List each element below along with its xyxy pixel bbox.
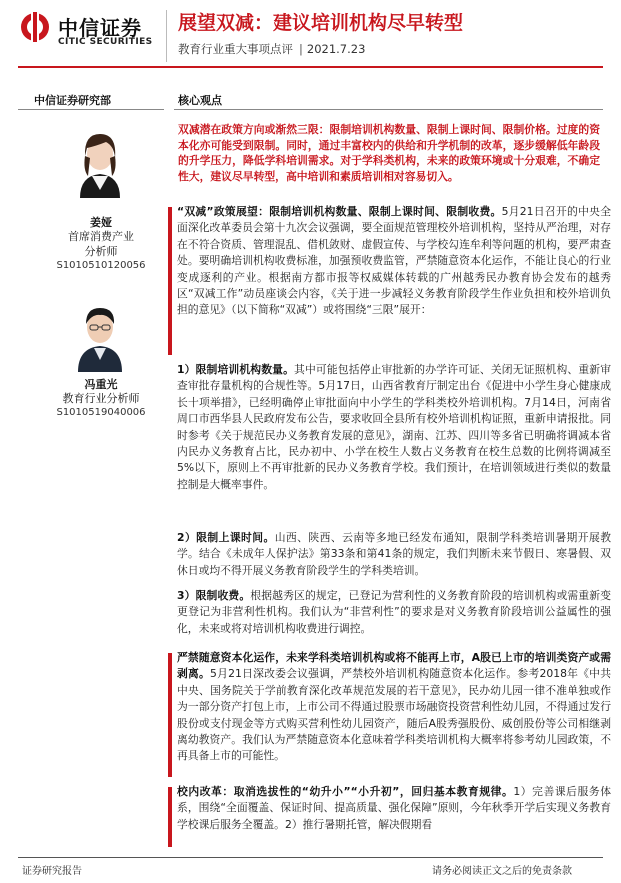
report-type: 教育行业重大事项点评	[178, 42, 293, 56]
section-bullet	[168, 653, 172, 777]
paragraph	[177, 784, 611, 850]
analyst-photo-avatar	[70, 126, 130, 198]
paragraph-body: 其中可能包括停止审批新的办学许可证、关闭无证照机构、重新审查审批存量机构的合规性等。5月17日，山西省教育厅制定出台《促进中小学生身心健康成长十项举措》，已经明确停止审批面向中小学生的学科类校外培训机构。7月14日，河南省周口市西华县人民政府发布公告，要求收回全县所有校外培训机构证照，重新申请报批。同时参考《关于规范民办义务教育发展的意见》，湖南、江苏、四川等多省已明确将调减本省内民办义务教育占比，民办初中、小学在校生人数占义务教育在校生总数的比例将调减至5%以下，原则上不再审批新的民办义务教育学校。我们预计，在培训领域进行类似的数量控制是大概率事件。	[177, 363, 612, 491]
paragraph-body: 5月21日深改委会议强调，严禁校外培训机构随意资本化运作。参考2018年《中共中央、国务院关于学前教育深化改革规范发展的若干意见》，民办幼儿园一律不准单独或作为一部分资产打包上市，上市公司不得通过股票市场融资投资营利性幼儿园，不得通过发行股份或支付现金等方式购买营利性幼儿园资产，随后A股秀强股份、威创股份等公司相继剥离幼教资产。我们认为严禁随意资本化意味着学科类培训机构大概率将参考幼儿园政策，不再具备上市的可能性。	[177, 667, 611, 763]
analyst-name: 姜娅	[90, 216, 112, 229]
paragraph	[177, 362, 611, 493]
section-bullet	[168, 207, 172, 355]
paragraph	[177, 650, 611, 765]
brand-name-cn: 中信证券	[58, 16, 142, 40]
analyst-license: S1010510120056	[56, 260, 146, 271]
analyst-name: 冯重光	[84, 378, 118, 391]
paragraph-heading: “双减”政策展望：限制培训机构数量、限制上课时间、限制收费。	[177, 205, 502, 218]
analyst-title: 分析师	[84, 245, 118, 258]
paragraph-body: 1）完善课后服务体系，围绕“全面覆盖、保证时间、提高质量、强化保障”原则，今年秋季开学后实现义务教育学校课后服务全覆盖。2）推行暑期托管，解决假期看	[177, 785, 611, 831]
report-meta	[178, 41, 365, 57]
core-summary: 双减潜在政策方向或渐然三限：限制培训机构数量、限制上课时间、限制价格。过度的资本化亦可能受到限制。同时，通过丰富校内的供给和升学机制的改革，逐步缓解低年龄段的升学压力，降低学科培训需求。对于学科类机构，未来的政策环境或十分艰难，不确定性大，建议尽早转型，高中培训和素质培训相对容易切入。	[178, 123, 600, 183]
paragraph-heading: 3）限制收费。	[177, 589, 251, 602]
paragraph-body: 山西、陕西、云南等多地已经发布通知，限制学科类培训暑期开展教学。结合《未成年人保护法》第33条和第41条的规定，我们判断未来节假日、寒暑假、双休日或均不得开展义务教育阶段学生的学科类培训。	[177, 531, 612, 577]
section-heading: 核心观点	[178, 94, 222, 107]
footer-rule	[18, 857, 603, 858]
section-bullet	[168, 787, 172, 847]
analyst-photo-avatar	[70, 300, 130, 372]
section-rule	[174, 109, 603, 110]
brand-name-en: CITIC SECURITIES	[58, 37, 153, 47]
analyst-title: 首席消费产业	[68, 230, 134, 243]
report-date: 2021.7.23	[306, 42, 366, 56]
paragraph	[177, 588, 611, 637]
citic-logo-icon	[20, 12, 50, 42]
paragraph-heading: 严禁随意资本化运作，未来学科类培训机构或将不能再上市，A股已上市的培训类资产或需剥离。	[177, 651, 611, 681]
paragraph-heading: 2）限制上课时间。	[177, 531, 275, 544]
paragraph-heading: 校内改革：取消选拔性的“幼升小”“小升初”，回归基本教育规律。	[177, 785, 514, 798]
header-rule	[18, 66, 603, 68]
paragraph-body: 根据越秀区的规定，已登记为营利性的义务教育阶段的培训机构或需重新变更登记为非营利性机构。我们认为“非营利性”的要求是对义务教育阶段培训公益属性的强化，未来或将对培训机构收费进行调控。	[177, 589, 611, 635]
paragraph	[177, 204, 611, 319]
header-divider	[166, 10, 167, 62]
footer-label: 证券研究报告	[22, 866, 82, 877]
paragraph-heading: 1）限制培训机构数量。	[177, 363, 295, 376]
research-department: 中信证券研究部	[34, 94, 111, 107]
analyst-license: S1010519040006	[56, 407, 146, 418]
report-title: 展望双减：建议培训机构尽早转型	[178, 12, 464, 34]
footer-disclaimer: 请务必阅读正文之后的免责条款	[432, 866, 572, 877]
analyst-title: 教育行业分析师	[62, 392, 140, 405]
paragraph	[177, 530, 611, 579]
sidebar-rule	[18, 109, 164, 110]
paragraph-body: 5月21日召开的中央全面深化改革委员会第十九次会议强调，要全面规范管理校外培训机构，坚持从严治理，对存在不符合资质、管理混乱、借机敛财、虚假宣传、与学校勾连牟利等问题的机构，要严肃查处。要明确培训机构收费标准，加强预收费监管，严禁随意资本化运作，不能让良心的行业变成逐利的产业。根据南方都市报等权威媒体转载的广州越秀民办教育协会发布的越秀区“双减工作”动员座谈会内容，《关于进一步减轻义务教育阶段学生作业负担和校外培训负担的意见》（以下简称“双减”）或将围绕“三限”展开：	[177, 205, 611, 317]
meta-separator: |	[299, 42, 303, 56]
